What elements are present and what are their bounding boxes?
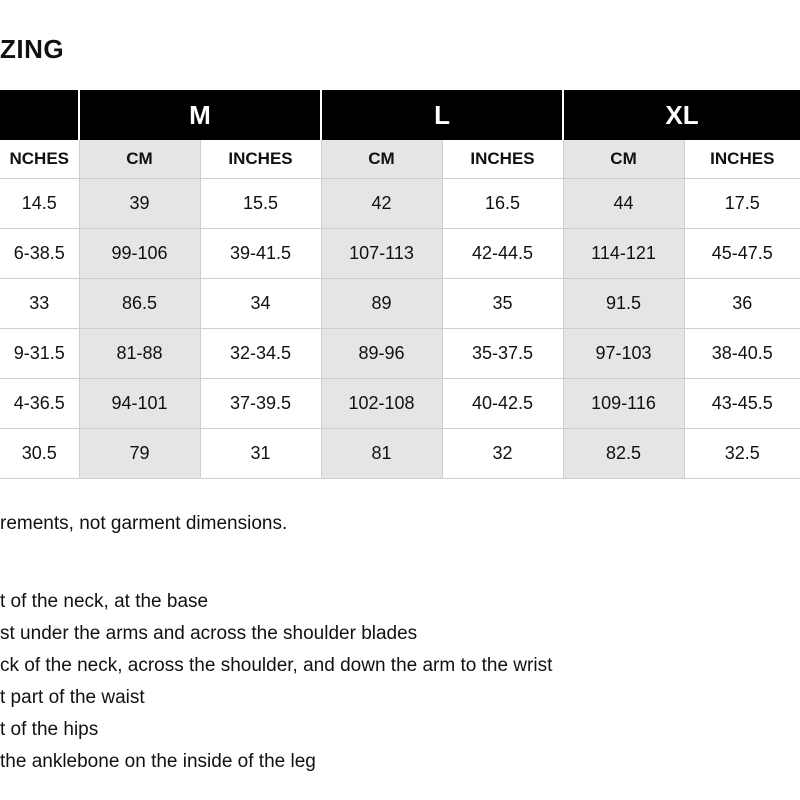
table-cell: 39-41.5	[200, 228, 321, 278]
table-cell: 32	[442, 428, 563, 478]
table-cell: 86.5	[79, 278, 200, 328]
table-cell: 38-40.5	[684, 328, 800, 378]
unit-header: CM	[563, 140, 684, 178]
table-cell: 45-47.5	[684, 228, 800, 278]
table-cell: 97-103	[563, 328, 684, 378]
unit-header-row	[0, 140, 800, 178]
measurement-notes	[0, 508, 800, 778]
table-cell: 81-88	[79, 328, 200, 378]
size-header-row	[0, 90, 800, 140]
table-row	[0, 428, 800, 478]
table-cell: 99-106	[79, 228, 200, 278]
table-cell: 36	[684, 278, 800, 328]
table-cell: 17.5	[684, 178, 800, 228]
table-cell: 6-38.5	[0, 228, 79, 278]
table-cell: 35-37.5	[442, 328, 563, 378]
table-cell: 91.5	[563, 278, 684, 328]
table-cell: 42	[321, 178, 442, 228]
table-row	[0, 178, 800, 228]
table-cell: 102-108	[321, 378, 442, 428]
table-cell: 32.5	[684, 428, 800, 478]
table-cell: 15.5	[200, 178, 321, 228]
table-cell: 89-96	[321, 328, 442, 378]
table-cell: 9-31.5	[0, 328, 79, 378]
table-row	[0, 228, 800, 278]
unit-header: INCHES	[200, 140, 321, 178]
table-cell: 16.5	[442, 178, 563, 228]
definition-line: st under the arms and across the shoulder blades	[0, 623, 418, 644]
definition-line: ck of the neck, across the shoulder, and down the arm to the wrist	[0, 655, 553, 676]
unit-header: CM	[79, 140, 200, 178]
table-row	[0, 328, 800, 378]
table-cell: 94-101	[79, 378, 200, 428]
measurement-definitions	[0, 586, 800, 778]
unit-header: INCHES	[442, 140, 563, 178]
definition-line: t of the hips	[0, 719, 99, 740]
table-cell: 107-113	[321, 228, 442, 278]
table-cell: 31	[200, 428, 321, 478]
unit-header: CM	[321, 140, 442, 178]
unit-header: NCHES	[0, 140, 79, 178]
size-header-partial	[0, 90, 79, 140]
table-cell: 30.5	[0, 428, 79, 478]
size-header-m: M	[79, 90, 321, 140]
definition-line: t part of the waist	[0, 687, 145, 708]
table-cell: 109-116	[563, 378, 684, 428]
table-cell: 44	[563, 178, 684, 228]
table-cell: 34	[200, 278, 321, 328]
table-cell: 32-34.5	[200, 328, 321, 378]
size-header-xl: XL	[563, 90, 800, 140]
size-chart-body	[0, 178, 800, 478]
table-cell: 40-42.5	[442, 378, 563, 428]
table-cell: 4-36.5	[0, 378, 79, 428]
table-cell: 114-121	[563, 228, 684, 278]
table-cell: 42-44.5	[442, 228, 563, 278]
table-row	[0, 378, 800, 428]
unit-header: INCHES	[684, 140, 800, 178]
table-cell: 79	[79, 428, 200, 478]
definition-line: the anklebone on the inside of the leg	[0, 751, 316, 772]
size-header-l: L	[321, 90, 563, 140]
table-cell: 33	[0, 278, 79, 328]
size-chart-table	[0, 90, 800, 479]
page-title: ZING	[0, 34, 65, 64]
table-cell: 81	[321, 428, 442, 478]
table-cell: 89	[321, 278, 442, 328]
table-cell: 82.5	[563, 428, 684, 478]
measurement-note: rements, not garment dimensions.	[0, 513, 288, 534]
table-cell: 14.5	[0, 178, 79, 228]
table-row	[0, 278, 800, 328]
table-cell: 37-39.5	[200, 378, 321, 428]
table-cell: 43-45.5	[684, 378, 800, 428]
definition-line: t of the neck, at the base	[0, 591, 209, 612]
table-cell: 35	[442, 278, 563, 328]
table-cell: 39	[79, 178, 200, 228]
